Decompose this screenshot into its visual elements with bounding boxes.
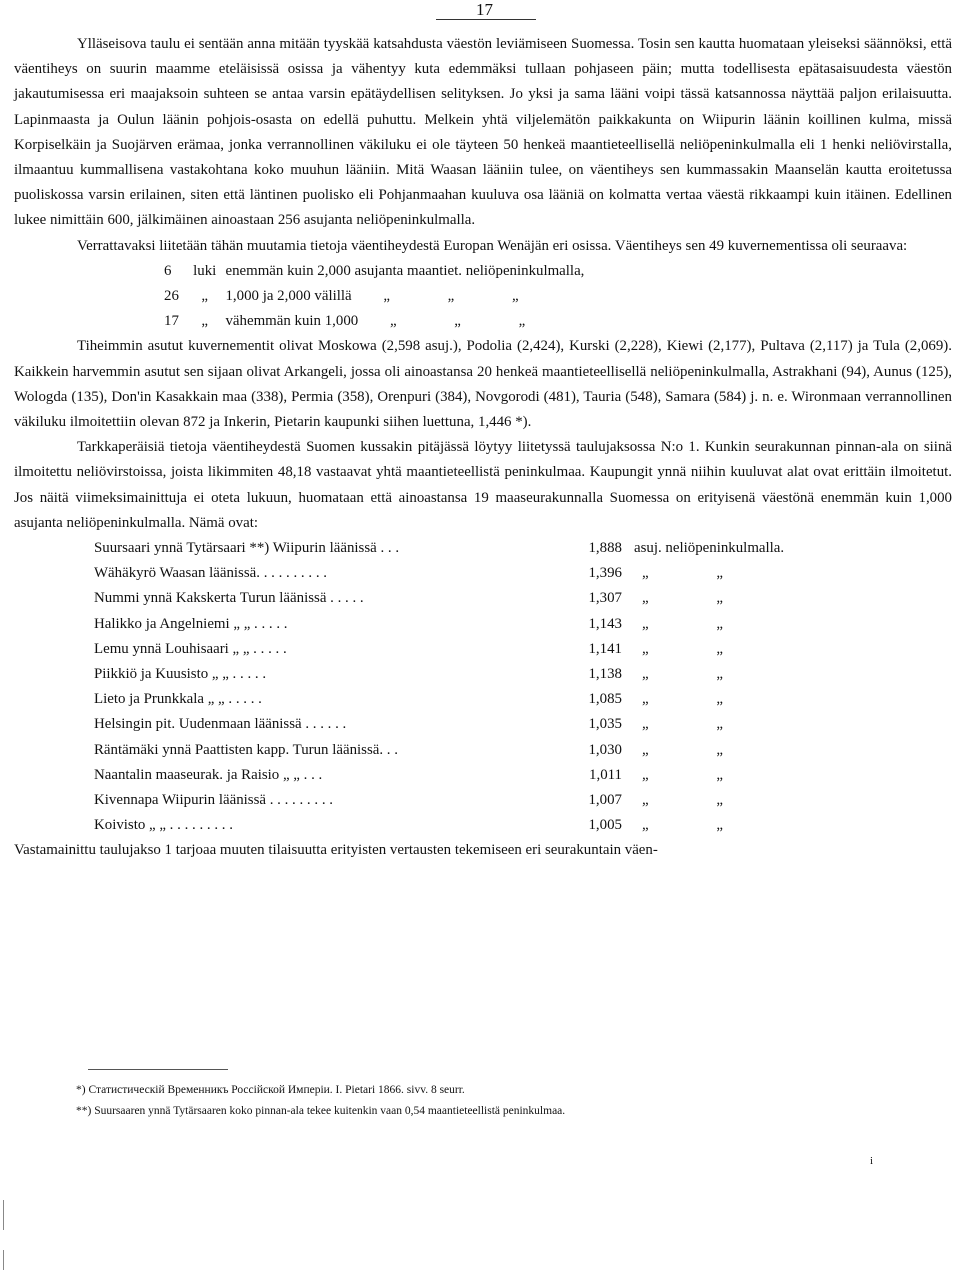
density-count: 26 [164,288,179,305]
density-item [164,309,952,334]
parish-density: 1,030 [588,741,622,758]
parish-density: 1,011 [589,766,622,783]
parish-row [94,788,952,813]
parish-name: Räntämäki ynnä Paattisten kapp. Turun läänissä. . . [94,741,398,758]
density-count: 17 [164,313,179,330]
ditto-marks: „ „ [642,791,723,808]
footnotes [76,1080,936,1122]
parish-name: Nummi ynnä Kakskerta Turun läänissä . . . . . [94,590,364,607]
parish-row [94,662,952,687]
ditto-marks: „ „ „ [389,313,526,330]
body-text [14,32,952,863]
parish-row [94,738,952,763]
density-item [164,284,952,309]
parish-row [94,561,952,586]
ditto-marks: „ „ [642,766,723,783]
ditto-marks: „ „ [642,817,723,834]
parish-name: Lieto ja Prunkkala „ „ . . . . . [94,691,262,708]
margin-tick [3,1200,4,1230]
parish-name: Kivennapa Wiipurin läänissä . . . . . . . . . [94,791,333,808]
parish-density: 1,307 [588,590,622,607]
paragraph-3: Tiheimmin asutut kuvernementit olivat Moskowa (2,598 asuj.), Podolia (2,424), Kurski (2,228), Kiewi (2,177), Pultava (2,117) ja Tula (2,069). Kaikkein harvemmin asutut sen sijaan olivat Arkangeli, jossa oli ainoastansa 20 henkeä maantieteellisellä neliöpeninkulmalla, Astrakhani (94), Aunus (125), Wologda (135), Don'in Kasakkain maa (338), Permia (358), Orenpuri (384), Novgorodi (481), Tauria (548), Samara (584) j. n. e. Wironmaan verrannollinen väkiluku ilmoitettiin olevan 872 ja Inkerin, Pietarin kaupunki siihen luettuna, 1,446 *). [14,338,952,430]
ditto-marks: „ „ „ [383,288,519,305]
ditto-marks: „ „ [642,665,723,682]
density-item [164,259,952,284]
parish-density: 1,007 [588,791,622,808]
ditto-marks: „ „ [642,691,723,708]
parish-row [94,612,952,637]
parish-name: Koivisto „ „ . . . . . . . . . [94,817,233,834]
paragraph-2: Verrattavaksi liitetään tähän muutamia tietoja väentiheydestä Europan Wenäjän eri osissa. Väentiheys sen 49 kuvernementissa oli seuraava: [77,237,908,254]
margin-tick [3,1250,4,1270]
parish-name: Lemu ynnä Louhisaari „ „ . . . . . [94,640,287,657]
parish-density: 1,138 [588,665,622,682]
paragraph-1: Ylläseisova taulu ei sentään anna mitään tyyskää katsahdusta väestön leviämiseen Suomessa. Tosin sen kautta huomataan yleiseksi säännöksi, että väentiheys on suurin maamme eteläisissä osissa ja vähentyy kuta edemmäksi tullaan pohjaseen päin; mutta todellisesta epätasaisuudesta väestön jakautumisessa eri maajaksoin suhteen se antaa varsin epätäydellisen selityksen. Jo yksi ja sama lääni voipi tässä katsannossa näyttää paljon erilaisuutta. Lapinmaasta ja Oulun läänin pohjois-osasta on edellä puhuttu. Melkein yhtä viljelemätön paikkakunta on Wiipurin läänin koillinen kulma, missä Korpiselkäin ja Suojärven erämaa, jonka verrannollinen väkiluku ei ole täyteen 50 henkeä maantieteellisellä neliöpeninkulmalla eli 1 henki neliövirstalla, ilmaantuu kummallisena vastakohtana koko muuhun lääniin. Mitä Waasan lääniin tulee, on väentiheys sen kummassakin Maanselän kautta eroitetussa puoliskossa varsin erilainen, siten että läntinen puolisko eli Pohjanmaahan kuuluva osa lääniä on kolmatta vertaa väestä rikkaampi kuin itäinen. Edellinen lukee nimittäin 600, jälkimäinen ainoastaan 256 asujanta neliöpeninkulmalla. [14,36,952,229]
paragraph-4: Tarkkaperäisiä tietoja väentiheydestä Suomen kussakin pitäjässä löytyy liitetyssä taulujaksossa N:o 1. Kunkin seurakunnan pinnan-ala on siinä ilmoitettu neliövirstoissa, joista likimmiten 48,18 vastaavat yhtä maantieteellistä peninkulmaa. Kaupungit ynnä niihin kuuluvat alat ovat erittäin ilmoitetut. Jos näitä viimeksimainittuja ei oteta lukuun, huomataan että ainoastansa 19 maaseurakunnalla Suomessa on erityisenä väestönä enemmän kuin 1,000 asujanta neliöpeninkulmalla. Nämä ovat: [14,439,952,531]
parish-row [94,637,952,662]
paragraph-5: Vastamainittu taulujakso 1 tarjoaa muuten tilaisuutta erityisten vertausten tekemiseen eri seurakuntain väen- [14,842,658,859]
parish-row [94,813,952,838]
parish-name: Halikko ja Angelniemi „ „ . . . . . [94,615,288,632]
parish-name: Suursaari ynnä Tytärsaari **) Wiipurin läänissä . . . [94,540,400,557]
density-verb: luki [193,262,217,279]
ditto-marks: „ „ [642,640,723,657]
parish-row [94,536,952,561]
density-verb: „ [201,288,209,305]
parish-row [94,586,952,611]
density-verb: „ [201,313,209,330]
ditto-marks: „ „ [642,716,723,733]
stray-mark: і [870,1155,874,1167]
parish-density: 1,396 [588,565,622,582]
ditto-marks: „ „ [642,741,723,758]
parish-name: Naantalin maaseurak. ja Raisio „ „ . . . [94,766,323,783]
parish-density: 1,035 [588,716,622,733]
parish-unit: asuj. neliöpeninkulmalla. [634,540,785,557]
parish-list [94,536,952,838]
parish-density: 1,085 [588,691,622,708]
ditto-marks: „ „ [642,615,723,632]
density-count: 6 [164,262,172,279]
footnote-rule [88,1069,228,1070]
density-text: vähemmän kuin 1,000 [225,313,359,330]
parish-name: Piikkiö ja Kuusisto „ „ . . . . . [94,665,267,682]
parish-name: Helsingin pit. Uudenmaan läänissä . . . . . . [94,716,347,733]
page-number: 17 [476,0,493,19]
parish-row [94,763,952,788]
ditto-marks: „ „ [642,590,723,607]
header-rule [436,19,536,20]
parish-density: 1,005 [588,817,622,834]
density-text: 1,000 ja 2,000 välillä [225,288,352,305]
density-list [164,259,952,335]
ditto-marks: „ „ [642,565,723,582]
density-text: enemmän kuin 2,000 asujanta maantiet. neliöpeninkulmalla, [225,262,585,279]
parish-row [94,687,952,712]
parish-row [94,712,952,737]
footnote-1: *) Статистическій Временникъ Россійской Имперіи. I. Pietari 1866. sivv. 8 seurr. [76,1084,465,1096]
parish-density: 1,141 [588,640,622,657]
parish-density: 1,143 [588,615,622,632]
footnote-2: **) Suursaaren ynnä Tytärsaaren koko pinnan-ala tekee kuitenkin vaan 0,54 maantieteellistä peninkulmaa. [76,1105,566,1117]
parish-density: 1,888 [588,540,622,557]
parish-name: Wähäkyrö Waasan läänissä. . . . . . . . . . [94,565,327,582]
